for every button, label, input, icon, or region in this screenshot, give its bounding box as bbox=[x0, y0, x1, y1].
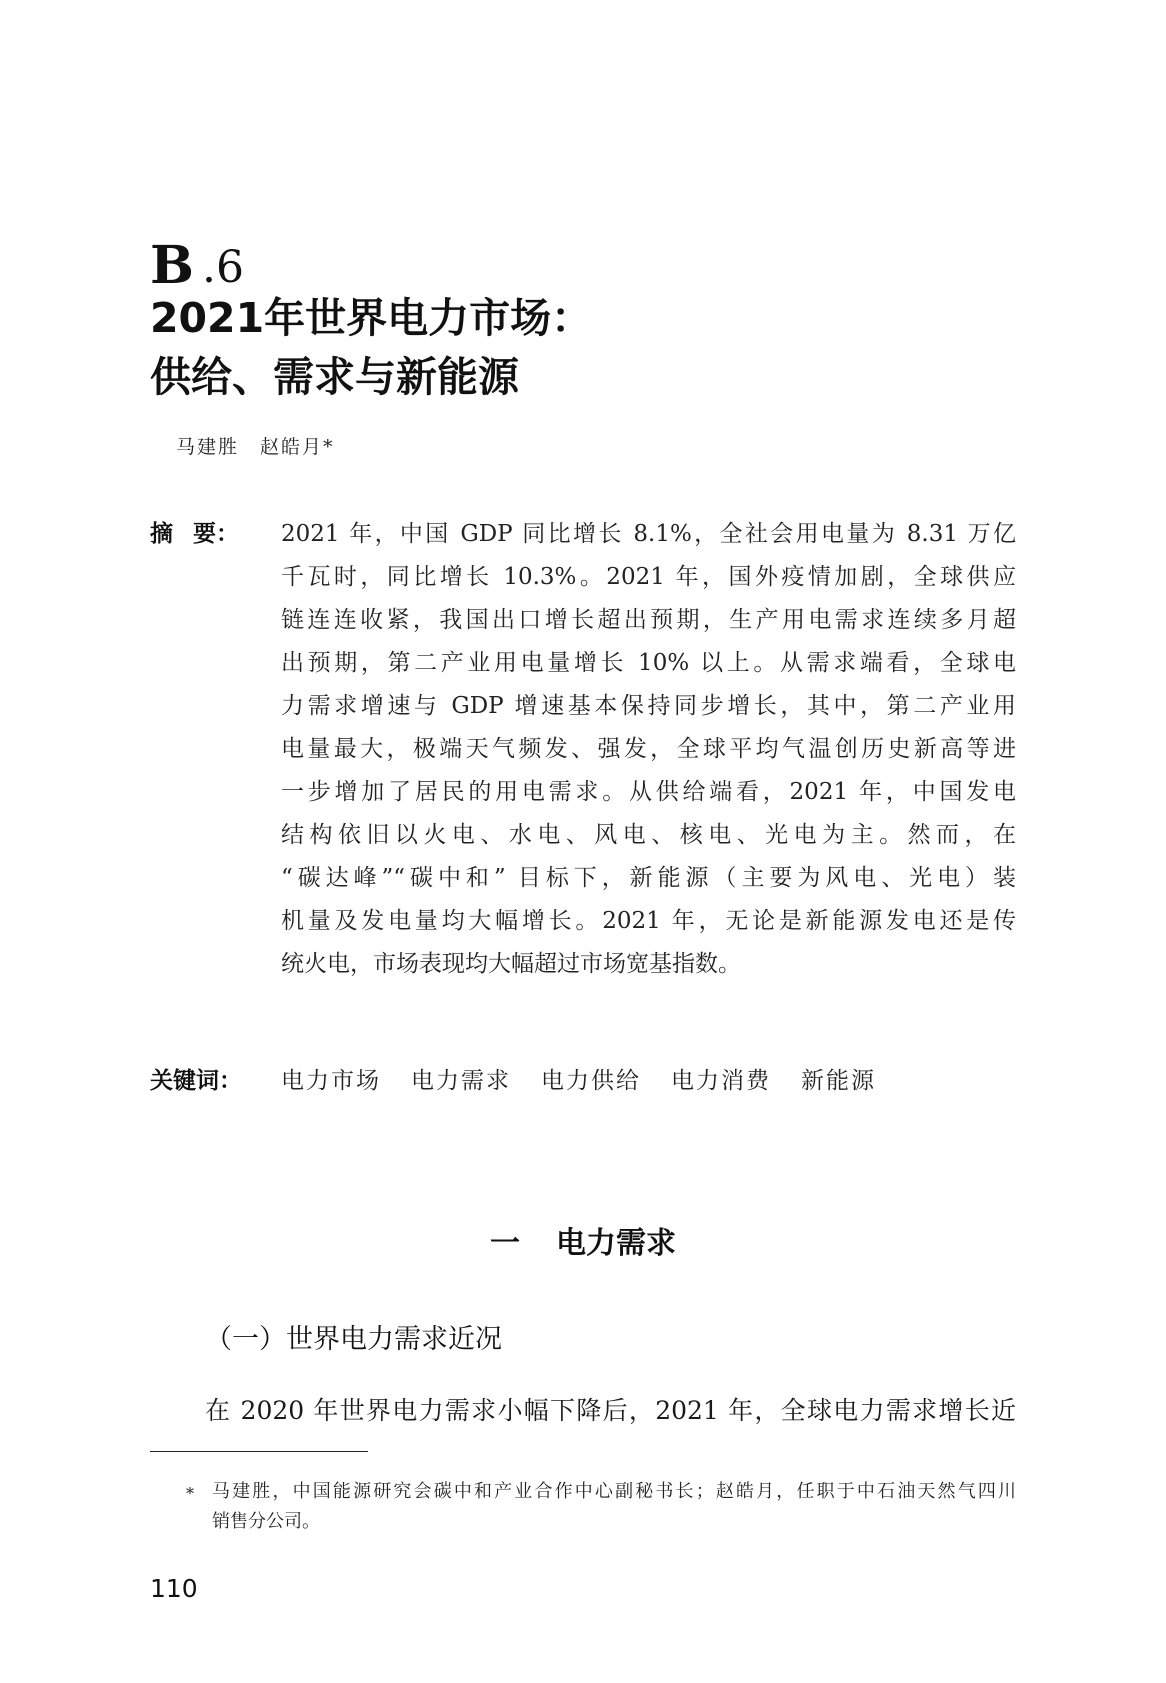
abstract-line: 统火电，市场表现均大幅超过市场宽基指数。 bbox=[281, 951, 741, 977]
abstract-label-a: 摘 bbox=[150, 521, 173, 547]
subsection-heading: （一）世界电力需求近况 bbox=[205, 1324, 502, 1355]
body-paragraph: 在 2020 年世界电力需求小幅下降后，2021 年，全球电力需求增长近 bbox=[205, 1396, 1016, 1425]
keyword: 新能源 bbox=[801, 1068, 876, 1094]
abstract-line: “碳达峰”“碳中和” 目标下，新能源（主要为风电、光电）装 bbox=[281, 865, 1016, 891]
abstract-line: 结构依旧以火电、水电、风电、核电、光电为主。然而，在 bbox=[281, 822, 1016, 848]
keyword: 电力需求 bbox=[411, 1068, 511, 1094]
chapter-title-line-1: 2021年世界电力市场： bbox=[150, 294, 593, 342]
section-number: 一 bbox=[490, 1226, 520, 1261]
section-title: 电力需求 bbox=[556, 1226, 676, 1261]
abstract-line: 一步增加了居民的用电需求。从供给端看，2021 年，中国发电 bbox=[281, 779, 1016, 805]
keywords-list bbox=[281, 1066, 906, 1096]
abstract-line: 千瓦时，同比增长 10.3%。2021 年，国外疫情加剧，全球供应 bbox=[281, 564, 1016, 590]
keywords-label: 关键词： bbox=[150, 1068, 242, 1094]
keyword: 电力消费 bbox=[671, 1068, 771, 1094]
footnote-line: 马建胜，中国能源研究会碳中和产业合作中心副秘书长；赵皓月，任职于中石油天然气四川 bbox=[212, 1481, 1016, 1502]
abstract-label-b: 要： bbox=[193, 521, 239, 547]
section-heading bbox=[0, 1224, 1166, 1264]
chapter-index: .6 bbox=[201, 242, 244, 293]
abstract-line: 机量及发电量均大幅增长。2021 年，无论是新能源发电还是传 bbox=[281, 908, 1016, 934]
keyword: 电力市场 bbox=[281, 1068, 381, 1094]
keyword: 电力供给 bbox=[541, 1068, 641, 1094]
abstract-line: 力需求增速与 GDP 增速基本保持同步增长，其中，第二产业用 bbox=[281, 693, 1016, 719]
abstract-line: 链连连收紧，我国出口增长超出预期，生产用电需求连续多月超 bbox=[281, 607, 1016, 633]
footnote-line: 销售分公司。 bbox=[212, 1511, 320, 1532]
abstract-label bbox=[150, 519, 239, 549]
footnote-rule bbox=[150, 1451, 368, 1452]
chapter-letter: B bbox=[150, 235, 192, 296]
abstract-line: 出预期，第二产业用电量增长 10% 以上。从需求端看，全球电 bbox=[281, 650, 1016, 676]
page-number: 110 bbox=[150, 1574, 198, 1603]
abstract-line: 2021 年，中国 GDP 同比增长 8.1%，全社会用电量为 8.31 万亿 bbox=[281, 521, 1016, 547]
chapter-number bbox=[150, 232, 244, 296]
authors: 马建胜 赵皓月* bbox=[176, 436, 335, 458]
footnote-mark: * bbox=[186, 1484, 194, 1503]
chapter-title-line-2: 供给、需求与新能源 bbox=[150, 353, 519, 401]
abstract-line: 电量最大，极端天气频发、强发，全球平均气温创历史新高等进 bbox=[281, 736, 1016, 762]
